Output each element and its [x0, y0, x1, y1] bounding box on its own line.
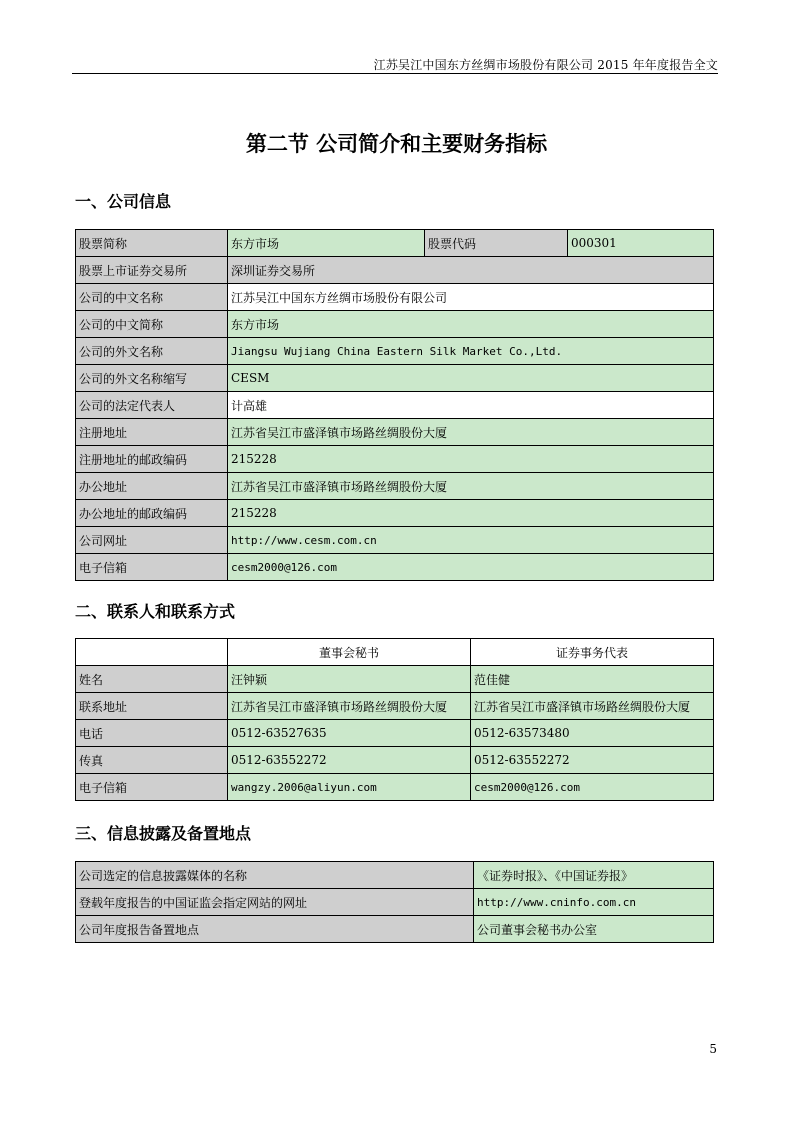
table-row: [76, 284, 714, 311]
row-value: 深圳证券交易所: [228, 257, 714, 284]
row-label: 登载年度报告的中国证监会指定网站的网址: [76, 889, 474, 916]
page-number: 5: [709, 1042, 717, 1056]
securities-rep-value: cesm2000@126.com: [471, 774, 714, 801]
table-row: [76, 311, 714, 338]
stock-name-label: 股票简称: [76, 230, 228, 257]
securities-rep-value: 江苏省吴江市盛泽镇市场路丝绸股份大厦: [471, 693, 714, 720]
company-info-table: [75, 229, 714, 581]
board-secretary-value: 汪钟颖: [228, 666, 471, 693]
stock-code-value: 000301: [568, 230, 714, 257]
row-label: 姓名: [76, 666, 228, 693]
securities-rep-value: 0512-63552272: [471, 747, 714, 774]
row-label: 公司选定的信息披露媒体的名称: [76, 862, 474, 889]
disclosure-table: [75, 861, 714, 943]
row-label: 办公地址: [76, 473, 228, 500]
row-label: 股票上市证券交易所: [76, 257, 228, 284]
report-header-title: 江苏吴江中国东方丝绸市场股份有限公司 2015 年年度报告全文: [373, 58, 718, 72]
table-row: [76, 500, 714, 527]
row-value: 公司董事会秘书办公室: [474, 916, 714, 943]
disclosure-heading: 三、信息披露及备置地点: [75, 824, 252, 843]
row-value: 《证券时报》、《中国证券报》: [474, 862, 714, 889]
row-label: 电话: [76, 720, 228, 747]
table-row: [76, 639, 714, 666]
row-label: 公司年度报告备置地点: [76, 916, 474, 943]
table-row: [76, 554, 714, 581]
board-secretary-value: 江苏省吴江市盛泽镇市场路丝绸股份大厦: [228, 693, 471, 720]
row-label: 传真: [76, 747, 228, 774]
table-row: [76, 392, 714, 419]
row-value: 江苏吴江中国东方丝绸市场股份有限公司: [228, 284, 714, 311]
securities-rep-value: 0512-63573480: [471, 720, 714, 747]
table-row: [76, 720, 714, 747]
row-label: 公司的法定代表人: [76, 392, 228, 419]
row-label: 公司的中文简称: [76, 311, 228, 338]
board-secretary-header: 董事会秘书: [228, 639, 471, 666]
securities-rep-header: 证券事务代表: [471, 639, 714, 666]
row-value: 江苏省吴江市盛泽镇市场路丝绸股份大厦: [228, 473, 714, 500]
table-row: [76, 419, 714, 446]
board-secretary-value: 0512-63527635: [228, 720, 471, 747]
contact-heading: 二、联系人和联系方式: [75, 602, 236, 621]
company-info-heading: 一、公司信息: [75, 192, 172, 211]
row-value: cesm2000@126.com: [228, 554, 714, 581]
contact-table: [75, 638, 714, 801]
stock-code-label: 股票代码: [425, 230, 568, 257]
securities-rep-value: 范佳健: [471, 666, 714, 693]
table-row: [76, 473, 714, 500]
row-label: 公司网址: [76, 527, 228, 554]
table-row: [76, 774, 714, 801]
table-row: [76, 338, 714, 365]
row-value: CESM: [228, 365, 714, 392]
row-label: 注册地址: [76, 419, 228, 446]
row-label: 公司的外文名称缩写: [76, 365, 228, 392]
row-label: 电子信箱: [76, 774, 228, 801]
contact-corner-cell: [76, 639, 228, 666]
row-label: 办公地址的邮政编码: [76, 500, 228, 527]
row-value: 215228: [228, 500, 714, 527]
table-row: [76, 446, 714, 473]
row-value: 江苏省吴江市盛泽镇市场路丝绸股份大厦: [228, 419, 714, 446]
board-secretary-value: wangzy.2006@aliyun.com: [228, 774, 471, 801]
row-label: 公司的中文名称: [76, 284, 228, 311]
table-row: [76, 230, 714, 257]
section-title: 第二节 公司简介和主要财务指标: [245, 131, 548, 156]
table-row: [76, 257, 714, 284]
table-row: [76, 693, 714, 720]
table-row: [76, 527, 714, 554]
table-row: [76, 747, 714, 774]
row-label: 注册地址的邮政编码: [76, 446, 228, 473]
table-row: [76, 889, 714, 916]
table-row: [76, 862, 714, 889]
table-row: [76, 365, 714, 392]
row-value: http://www.cesm.com.cn: [228, 527, 714, 554]
row-label: 电子信箱: [76, 554, 228, 581]
board-secretary-value: 0512-63552272: [228, 747, 471, 774]
table-row: [76, 666, 714, 693]
row-value: Jiangsu Wujiang China Eastern Silk Market Co.,Ltd.: [228, 338, 714, 365]
table-row: [76, 916, 714, 943]
header-divider: [72, 73, 718, 74]
row-value: 东方市场: [228, 311, 714, 338]
row-value: http://www.cninfo.com.cn: [474, 889, 714, 916]
row-label: 公司的外文名称: [76, 338, 228, 365]
row-label: 联系地址: [76, 693, 228, 720]
row-value: 215228: [228, 446, 714, 473]
stock-name-value: 东方市场: [228, 230, 425, 257]
row-value: 计高雄: [228, 392, 714, 419]
